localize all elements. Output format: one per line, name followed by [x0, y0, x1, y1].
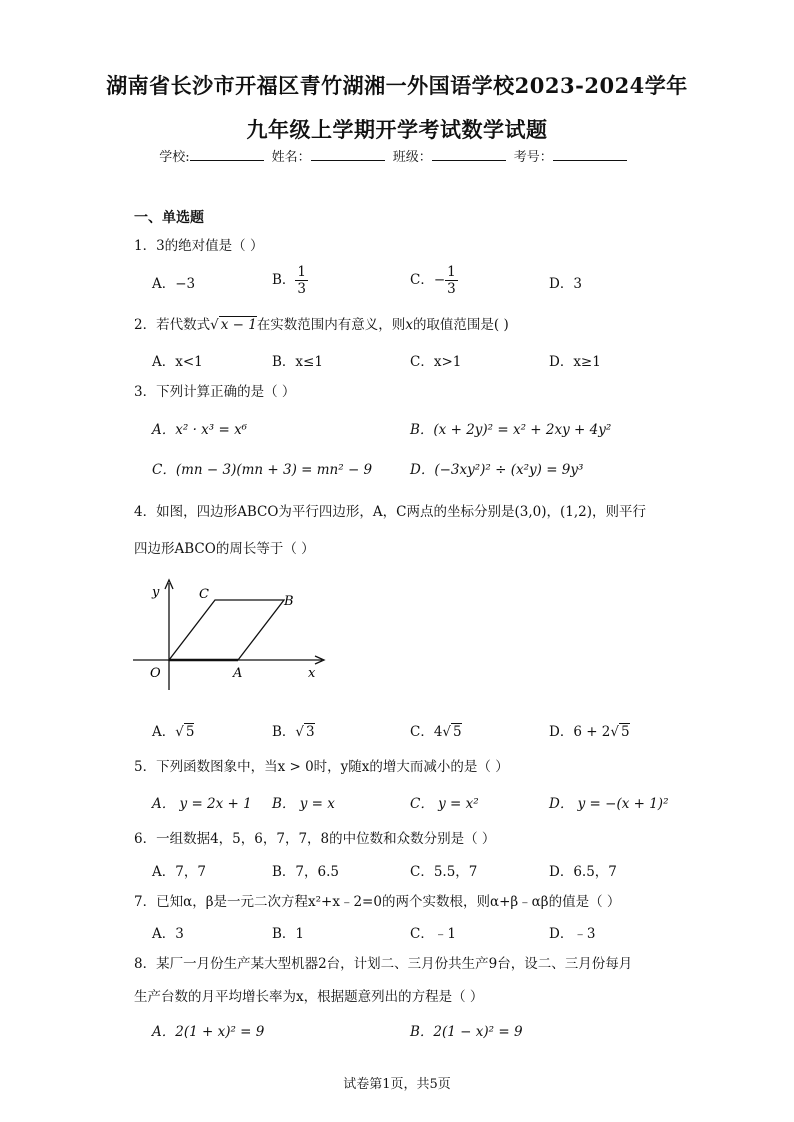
- question-3-stem: 3．下列计算正确的是（ ）: [134, 384, 296, 400]
- question-6-option-b: B．7，6.5: [272, 864, 339, 880]
- student-info-line: [0, 146, 794, 165]
- question-4-option-c: C．4√ 5: [410, 724, 462, 740]
- question-8-option-a: A．2(1 + x)² = 9: [152, 1024, 265, 1040]
- question-8-stem-line2: 生产台数的月平均增长率为x，根据题意列出的方程是（ ）: [134, 989, 484, 1005]
- page-title-line2: 九年级上学期开学考试数学试题: [246, 117, 548, 142]
- question-5-stem: 5．下列函数图象中，当x > 0时，y随x的增大而减小的是（ ）: [134, 759, 509, 775]
- question-6-stem: 6．一组数据4，5，6，7，7，8的中位数和众数分别是（ ）: [134, 831, 496, 847]
- page-title-line1: 湖南省长沙市开福区青竹湖湘一外国语学校2023-2024学年: [106, 73, 688, 98]
- exam-no-blank[interactable]: [553, 148, 627, 161]
- page-footer: 试卷第1页，共5页: [343, 1077, 451, 1092]
- point-c-label: C: [199, 587, 209, 602]
- question-4-option-a: A．√ 5: [152, 724, 195, 740]
- y-axis-label: y: [152, 585, 160, 600]
- question-3-option-d: D．(−3xy²)² ÷ (x²y) = 9y³: [410, 462, 584, 478]
- parallelogram-figure: [130, 575, 340, 700]
- question-6-option-a: A．7，7: [152, 864, 206, 880]
- question-7-option-b: B．1: [272, 926, 305, 942]
- question-6-option-c: C．5.5，7: [410, 864, 478, 880]
- question-1-option-c: C．− $\frac{1}{3}$: [410, 264, 456, 297]
- question-2-option-c: C．x>1: [410, 354, 462, 370]
- question-7-option-c: C．﹣1: [410, 926, 456, 942]
- question-4-option-b: B．√ 3: [272, 724, 315, 740]
- exam-no-label: 考号：: [513, 150, 553, 165]
- class-blank[interactable]: [432, 148, 506, 161]
- question-4-stem-line2: 四边形ABCO的周长等于（ ）: [134, 541, 315, 557]
- point-b-label: B: [284, 594, 294, 609]
- question-1-option-a: A．−3: [152, 276, 196, 292]
- question-6-option-d: D．6.5，7: [549, 864, 617, 880]
- school-label: 学校:: [159, 150, 190, 165]
- question-5-option-d: D． y = −(x + 1)²: [549, 796, 669, 812]
- question-5-option-c: C． y = x²: [410, 796, 479, 812]
- question-3-option-c: C．(mn − 3)(mn + 3) = mn² − 9: [152, 462, 373, 478]
- question-8-option-b: B．2(1 − x)² = 9: [410, 1024, 523, 1040]
- question-3-option-a: A．x² · x³ = x⁶: [152, 422, 248, 438]
- question-1-option-b: B． $\frac{1}{3}$: [272, 264, 307, 297]
- question-7-stem: 7．已知α，β是一元二次方程x²+x﹣2=0的两个实数根，则α+β﹣αβ的值是（ ）: [134, 894, 621, 910]
- question-2-stem: 2．若代数式√ x − 1在实数范围内有意义，则x的取值范围是( ): [134, 317, 509, 333]
- point-a-label: A: [233, 666, 243, 681]
- question-1-option-d: D．3: [549, 276, 582, 292]
- question-2-option-b: B．x≤1: [272, 354, 323, 370]
- question-4-stem-line1: 4．如图，四边形ABCO为平行四边形，A，C两点的坐标分别是(3,0)，(1,2)，则平行: [134, 504, 646, 520]
- parallelogram-abco: [169, 600, 284, 660]
- question-8-stem-line1: 8．某厂一月份生产某大型机器2台，计划二、三月份共生产9台，设二、三月份每月: [134, 956, 633, 972]
- question-7-option-a: A．3: [152, 926, 184, 942]
- section-title: 一、单选题: [134, 210, 204, 226]
- point-o-label: O: [150, 666, 161, 681]
- x-axis-label: x: [308, 666, 316, 681]
- question-4-option-d: D．6 + 2√ 5: [549, 724, 630, 740]
- question-2-option-a: A．x<1: [152, 354, 203, 370]
- question-7-option-d: D．﹣3: [549, 926, 596, 942]
- question-5-option-b: B． y = x: [272, 796, 335, 812]
- name-blank[interactable]: [311, 148, 385, 161]
- class-label: 班级：: [392, 150, 432, 165]
- question-5-option-a: A． y = 2x + 1: [152, 796, 252, 812]
- question-1-stem: 1．3的绝对值是（ ）: [134, 238, 264, 254]
- name-label: 姓名：: [271, 150, 311, 165]
- school-blank[interactable]: [190, 148, 264, 161]
- question-2-option-d: D．x≥1: [549, 354, 601, 370]
- question-3-option-b: B．(x + 2y)² = x² + 2xy + 4y²: [410, 422, 612, 438]
